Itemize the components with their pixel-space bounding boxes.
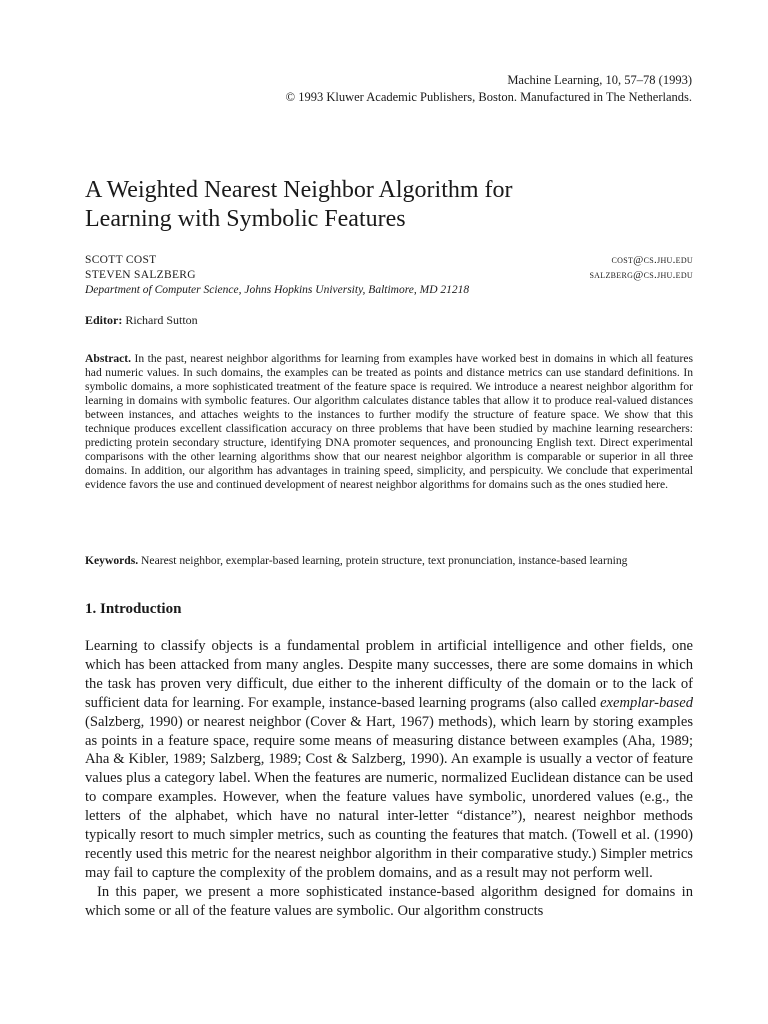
author-name: SCOTT COST: [85, 254, 157, 266]
editor-line: [85, 313, 198, 328]
abstract: [85, 352, 693, 492]
paper-title: [85, 176, 705, 234]
journal-header: [286, 72, 692, 106]
title-line-2: Learning with Symbolic Features: [85, 206, 406, 232]
paragraph-text: Learning to classify objects is a fundamental problem in artificial intelligence and other fields, one which has been attacked from many angles. Despite many successes, there are some domains in which the task has proven very difficult, due either to the inherent difficulty of the domain or to the lack of sufficient data for learning. For example, instance-based learning programs (also called: [85, 638, 693, 711]
editor-name: Richard Sutton: [125, 313, 198, 327]
paragraph: [85, 637, 693, 883]
keywords-text: Nearest neighbor, exemplar-based learning, protein structure, text pronunciation, instance-based learning: [141, 554, 628, 567]
author-email: salzberg@cs.jhu.edu: [589, 269, 693, 281]
abstract-label: Abstract.: [85, 352, 132, 365]
journal-citation: Machine Learning, 10, 57–78 (1993): [507, 73, 692, 87]
section-body: [85, 637, 693, 921]
keywords-label: Keywords.: [85, 554, 139, 567]
paragraph-text: (Salzberg, 1990) or nearest neighbor (Cover & Hart, 1967) methods), which learn by storing examples as points in a feature space, require some means of measuring distance between examples (Aha, 1989; Aha & Kibler, 1989; Salzberg, 1989; Cost & Salzberg, 1990). An example is usually a vector of feature values plus a category label. When the features are numeric, normalized Euclidean distance can be used to compare examples. However, when the feature values have symbolic, unordered values (e.g., the letters of the alphabet, which have no natural inter-letter “distance”), nearest neighbor methods typically resort to much simpler metrics, such as counting the features that match. (Towell et al. (1990) recently used this metric for the nearest neighbor algorithm in their comparative study.) Simpler metrics may fail to capture the complexity of the problem domains, and as a result may not perform well.: [85, 713, 693, 881]
paragraph: In this paper, we present a more sophisticated instance-based algorithm designed for domains in which some or all of the feature values are symbolic. Our algorithm constructs: [85, 883, 693, 919]
author-row: [85, 253, 693, 268]
editor-label: Editor:: [85, 313, 123, 327]
author-block: [85, 253, 693, 298]
keywords: [85, 553, 693, 568]
abstract-text: In the past, nearest neighbor algorithms for learning from examples have worked best in domains in which all features had numeric values. In such domains, the examples can be treated as points and distance metrics can use standard definitions. In symbolic domains, a more sophisticated treatment of the feature space is required. We introduce a nearest neighbor algorithm for learning in domains with symbolic features. Our algorithm calculates distance tables that allow it to produce real-valued distances between instances, and attaches weights to the instances to further modify the structure of feature space. We show that this technique produces excellent classification accuracy on three problems that have been studied by machine learning researchers: predicting protein secondary structure, identifying DNA promoter sequences, and pronouncing English text. Direct experimental comparisons with the other learning algorithms show that our nearest neighbor algorithm is comparable or superior in all three domains. In addition, our algorithm has advantages in training speed, simplicity, and perspicuity. We conclude that experimental evidence favors the use and continued development of nearest neighbor algorithms for domains such as the ones studied here.: [85, 352, 693, 492]
title-line-1: A Weighted Nearest Neighbor Algorithm for: [85, 177, 513, 203]
affiliation: Department of Computer Science, Johns Hopkins University, Baltimore, MD 21218: [85, 284, 470, 296]
section-heading: 1. Introduction: [85, 601, 182, 617]
author-row: [85, 268, 693, 283]
emphasis-text: exemplar-based: [600, 694, 693, 711]
author-name: STEVEN SALZBERG: [85, 269, 196, 281]
copyright-line: © 1993 Kluwer Academic Publishers, Boston. Manufactured in The Netherlands.: [285, 90, 692, 104]
author-email: cost@cs.jhu.edu: [611, 254, 693, 266]
